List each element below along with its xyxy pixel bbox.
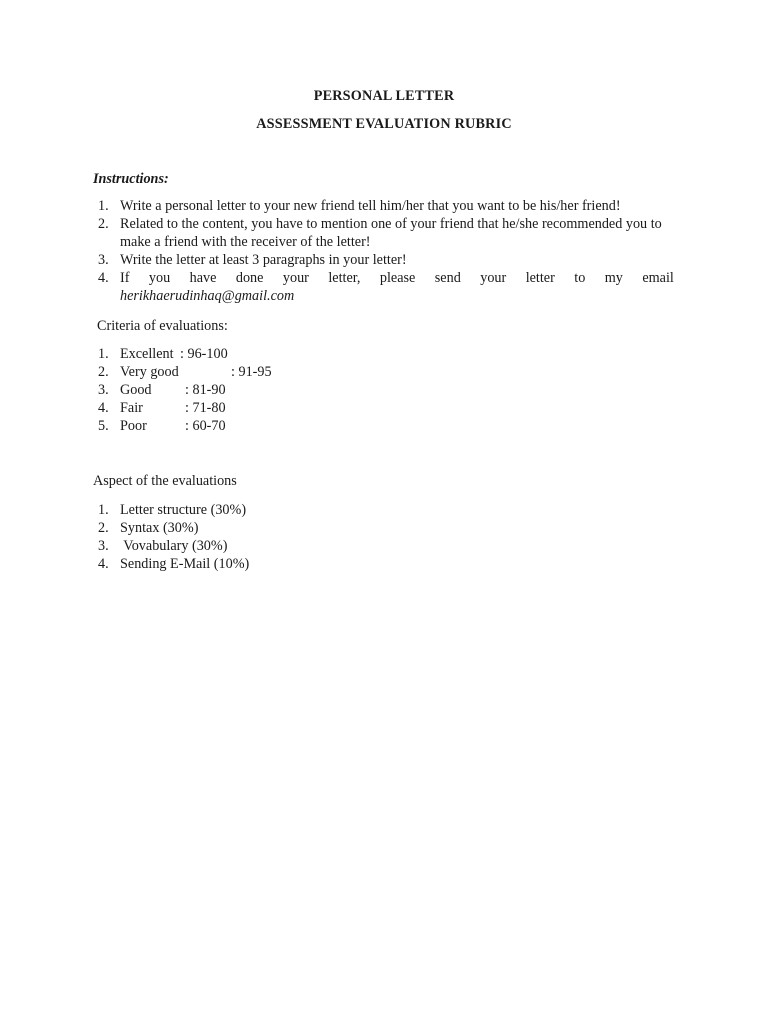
- criteria-number: 3.: [98, 382, 109, 398]
- instruction-word: your: [480, 270, 507, 286]
- aspect-item: [93, 519, 249, 537]
- document-title: PERSONAL LETTER: [313, 88, 455, 104]
- aspect-item: [93, 555, 249, 573]
- criteria-item: [93, 345, 272, 363]
- instruction-word: your: [282, 270, 309, 286]
- aspect-number: 4.: [98, 556, 109, 572]
- instruction-number: 3.: [98, 252, 109, 268]
- aspect-text: Vovabulary (30%): [120, 538, 228, 554]
- instructions-list: [93, 197, 674, 305]
- instruction-number: 4.: [98, 270, 109, 286]
- instruction-item: [93, 197, 674, 215]
- instruction-word: you: [148, 270, 171, 286]
- instruction-number: 2.: [98, 216, 109, 232]
- criteria-number: 5.: [98, 418, 109, 434]
- criteria-item: [93, 399, 272, 417]
- aspect-item: [93, 501, 249, 519]
- instruction-word: send: [434, 270, 461, 286]
- criteria-label: Poor: [120, 418, 147, 434]
- criteria-number: 4.: [98, 400, 109, 416]
- instruction-item: [93, 251, 674, 269]
- criteria-range: : 60-70: [185, 418, 226, 434]
- instruction-word: to: [574, 270, 586, 286]
- instruction-item: [93, 215, 674, 251]
- document-subtitle: ASSESSMENT EVALUATION RUBRIC: [256, 116, 512, 132]
- instruction-word: done: [235, 270, 264, 286]
- aspect-text: Sending E-Mail (10%): [120, 556, 250, 572]
- criteria-label: Fair: [120, 400, 143, 416]
- instruction-word: letter: [525, 270, 555, 286]
- instructions-heading: Instructions:: [93, 171, 169, 187]
- criteria-range: : 81-90: [185, 382, 226, 398]
- criteria-number: 1.: [98, 346, 109, 362]
- criteria-range: : 71-80: [185, 400, 226, 416]
- criteria-heading: Criteria of evaluations:: [97, 318, 228, 334]
- instruction-word: email: [642, 270, 674, 286]
- criteria-item: [93, 363, 272, 381]
- instruction-item: [93, 269, 674, 305]
- criteria-label: Very good: [120, 364, 179, 380]
- instruction-text: Related to the content, you have to mention one of your friend that he/she recommended you to make a friend with the receiver of the letter!: [120, 216, 662, 250]
- email-address: herikhaerudinhaq@gmail.com: [120, 288, 295, 304]
- instruction-text: Write a personal letter to your new friend tell him/her that you want to be his/her friend!: [120, 198, 621, 214]
- criteria-label: Excellent: [120, 346, 174, 362]
- criteria-label: Good: [120, 382, 152, 398]
- aspects-list: [93, 501, 249, 573]
- aspect-number: 3.: [98, 538, 109, 554]
- instruction-word: my: [604, 270, 623, 286]
- instruction-word: If: [120, 270, 130, 286]
- criteria-item: [93, 417, 272, 435]
- aspects-heading: Aspect of the evaluations: [93, 473, 237, 489]
- criteria-range: : 91-95: [231, 364, 272, 380]
- criteria-range: : 96-100: [180, 346, 228, 362]
- instruction-word: have: [189, 270, 217, 286]
- instruction-text: [120, 269, 674, 287]
- instruction-number: 1.: [98, 198, 109, 214]
- criteria-item: [93, 381, 272, 399]
- criteria-number: 2.: [98, 364, 109, 380]
- instruction-word: please: [379, 270, 416, 286]
- instruction-text: Write the letter at least 3 paragraphs in your letter!: [120, 252, 407, 268]
- instruction-word: letter,: [328, 270, 361, 286]
- aspect-item: [93, 537, 249, 555]
- aspect-number: 1.: [98, 502, 109, 518]
- aspect-text: Syntax (30%): [120, 520, 199, 536]
- criteria-list: [93, 345, 272, 435]
- aspect-number: 2.: [98, 520, 109, 536]
- aspect-text: Letter structure (30%): [120, 502, 247, 518]
